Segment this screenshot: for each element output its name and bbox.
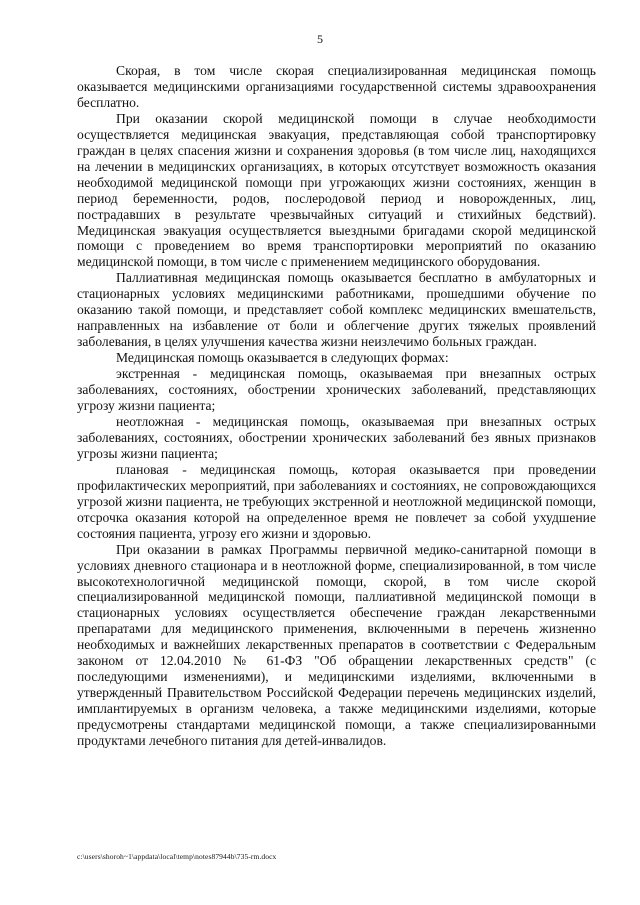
page-number: 5 (317, 32, 323, 46)
footer-file-path: c:\users\shoroh~1\appdata\local\temp\notes87944b\735-rm.docx (77, 852, 277, 861)
paragraph-medication-provision: При оказании в рамках Программы первичной медико-санитарной помощи в условиях дневного стационара и в неотложной форме, специализированной, в том числе высокотехнологичной медицинской помощи, скорой, в том числе скорой специализированной медицинской помощи, паллиативной медицинской помощи в стационарных условиях осуществляется обеспечение граждан лекарственными препаратами для медицинского применения, включенными в перечень жизненно необходимых и важнейших лекарственных препаратов в соответствии с Федеральным законом от 12.04.2010 № 61-ФЗ "Об обращении лекарственных средств" (с последующими изменениями), и медицинскими изделиями, включенными в утвержденный Правительством Российской Федерации перечень медицинских изделий, имплантируемых в организм человека, а также медицинскими изделиями, которые предусмотрены стандартами медицинской помощи, а также специализированными продуктами лечебного питания для детей-инвалидов. (77, 541, 596, 749)
paragraph-medical-evacuation: При оказании скорой медицинской помощи в случае необходимости осуществляется медицинская эвакуация, представляющая собой транспортировку граждан в целях спасения жизни и сохранения здоровья (в том числе лиц, находящихся на лечении в медицинских организациях, в которых отсутствует возможность оказания необходимой медицинской помощи при угрожающих жизни состояниях, женщин в период беременности, родов, послеродовой период и новорожденных, лиц, пострадавших в результате чрезвычайных ситуаций и стихийных бедствий). Медицинская эвакуация осуществляется выездными бригадами скорой медицинской помощи с проведением во время транспортировки мероприятий по оказанию медицинской помощи, в том числе с применением медицинского оборудования. (77, 110, 596, 270)
paragraph-emergency-form: экстренная - медицинская помощь, оказываемая при внезапных острых заболеваниях, состояниях, обострении хронических заболеваний, представляющих угрозу жизни пациента; (77, 366, 596, 414)
paragraph-palliative-care: Паллиативная медицинская помощь оказывается бесплатно в амбулаторных и стационарных условиях медицинскими работниками, прошедшими обучение по оказанию такой помощи, и представляет собой комплекс медицинских вмешательств, направленных на избавление от боли и облегчение других тяжелых проявлений заболевания, в целях улучшения качества жизни неизлечимо больных граждан. (77, 270, 596, 350)
body-text (77, 63, 596, 749)
paragraph-ambulance-free: Скорая, в том числе скорая специализированная медицинская помощь оказывается медицинскими организациями государственной системы здравоохранения бесплатно. (77, 63, 596, 110)
paragraph-care-forms-intro: Медицинская помощь оказывается в следующих формах: (116, 350, 449, 366)
paragraph-urgent-form: неотложная - медицинская помощь, оказываемая при внезапных острых заболеваниях, состояниях, обострении хронических заболеваний без явных признаков угрозы жизни пациента; (77, 413, 596, 461)
paragraph-planned-form: плановая - медицинская помощь, которая оказывается при проведении профилактических мероприятий, при заболеваниях и состояниях, не сопровождающихся угрозой жизни пациента, не требующих экстренной и неотложной медицинской помощи, отсрочка оказания которой на определенное время не повлечет за собой ухудшение состояния пациента, угрозу его жизни и здоровью. (77, 461, 596, 541)
